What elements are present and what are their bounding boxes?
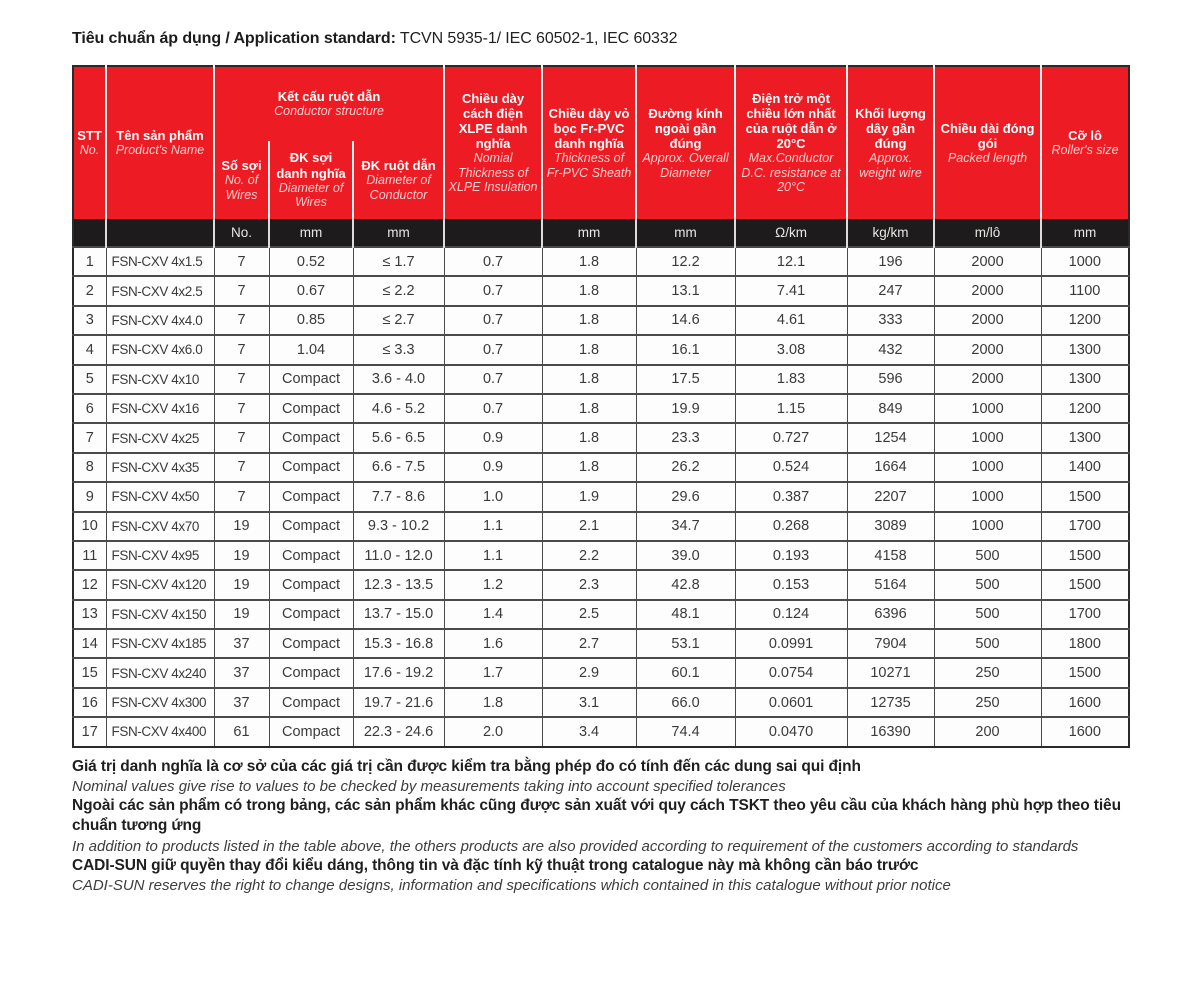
table-cell: 2.1 [542, 512, 636, 541]
table-cell: 53.1 [636, 629, 735, 658]
unit-cell: No. [214, 219, 269, 247]
table-cell: 1500 [1041, 482, 1129, 511]
table-cell: Compact [269, 688, 353, 717]
product-name-cell: FSN-CXV 4x35 [106, 453, 214, 482]
table-row [73, 600, 1129, 629]
table-cell: 7.7 - 8.6 [353, 482, 444, 511]
col-header-overall-diameter [636, 66, 735, 219]
label-vi: STT [77, 128, 102, 144]
table-cell: 1254 [847, 423, 934, 452]
table-cell: 2.3 [542, 570, 636, 599]
table-row [73, 570, 1129, 599]
product-name-cell: FSN-CXV 4x240 [106, 658, 214, 687]
table-cell: 1.8 [542, 394, 636, 423]
unit-cell [106, 219, 214, 247]
note-line: CADI-SUN reserves the right to change designs, information and specifications which contained in this catalogue without prior notice [72, 877, 951, 895]
product-name-cell: FSN-CXV 4x25 [106, 423, 214, 452]
label-vi: Số sợi [221, 157, 262, 173]
table-cell: 4.6 - 5.2 [353, 394, 444, 423]
label-vi: Điện trở một chiều lớn nhất của ruột dẫn ở 20°C [745, 91, 837, 152]
product-name-cell: FSN-CXV 4x400 [106, 717, 214, 746]
table-cell: 61 [214, 717, 269, 746]
table-cell: 2000 [934, 335, 1041, 364]
table-cell: 1.4 [444, 600, 542, 629]
table-cell: 0.9 [444, 423, 542, 452]
table-cell: 1.1 [444, 541, 542, 570]
table-cell: 1600 [1041, 717, 1129, 746]
table-cell: Compact [269, 570, 353, 599]
table-body [73, 247, 1129, 747]
table-cell: 10 [73, 512, 106, 541]
table-cell: 1000 [934, 512, 1041, 541]
label-vi: Chiều dày vỏ bọc Fr-PVC danh nghĩa [548, 105, 630, 152]
table-row [73, 658, 1129, 687]
table-cell: 12735 [847, 688, 934, 717]
table-cell: 2.0 [444, 717, 542, 746]
table-cell: 250 [934, 658, 1041, 687]
table-cell: 0.7 [444, 365, 542, 394]
table-cell: Compact [269, 717, 353, 746]
table-cell: 14.6 [636, 306, 735, 335]
table-row [73, 688, 1129, 717]
table-cell: 500 [934, 541, 1041, 570]
table-cell: 1.1 [444, 512, 542, 541]
table-cell: 2.2 [542, 541, 636, 570]
table-cell: 12.3 - 13.5 [353, 570, 444, 599]
table-cell: 3 [73, 306, 106, 335]
label-en: Thickness of Fr-PVC Sheath [546, 151, 632, 180]
table-cell: 11.0 - 12.0 [353, 541, 444, 570]
unit-cell: mm [353, 219, 444, 247]
table-cell: 0.727 [735, 423, 847, 452]
table-cell: 29.6 [636, 482, 735, 511]
label-en: Diameter of Wires [278, 180, 344, 210]
col-header-pvc-sheath [542, 66, 636, 219]
label-vi: ĐK ruột dẫn [361, 157, 436, 173]
col-header-dc-resistance [735, 66, 847, 219]
product-name-cell: FSN-CXV 4x50 [106, 482, 214, 511]
table-cell: 849 [847, 394, 934, 423]
table-cell: 19 [214, 570, 269, 599]
table-cell: 34.7 [636, 512, 735, 541]
table-row [73, 335, 1129, 364]
table-cell: 0.524 [735, 453, 847, 482]
unit-cell: kg/km [847, 219, 934, 247]
note-line: Nominal values give rise to values to be checked by measurements taking into account specified tolerances [72, 777, 786, 795]
table-cell: 7 [214, 365, 269, 394]
table-header [73, 66, 1129, 247]
table-cell: 48.1 [636, 600, 735, 629]
spec-table [72, 65, 1130, 748]
table-row [73, 717, 1129, 746]
table-cell: 7 [214, 482, 269, 511]
unit-cell: mm [636, 219, 735, 247]
table-cell: ≤ 3.3 [353, 335, 444, 364]
table-cell: Compact [269, 394, 353, 423]
table-cell: 9 [73, 482, 106, 511]
application-standard-value: TCVN 5935-1/ IEC 60502-1, IEC 60332 [399, 30, 678, 47]
table-cell: 3089 [847, 512, 934, 541]
table-cell: 22.3 - 24.6 [353, 717, 444, 746]
table-cell: 10271 [847, 658, 934, 687]
product-name-cell: FSN-CXV 4x6.0 [106, 335, 214, 364]
label-vi: Chiều dài đóng gói [940, 120, 1035, 151]
table-cell: Compact [269, 541, 353, 570]
table-cell: 1300 [1041, 365, 1129, 394]
label-en: Product's Name [115, 143, 205, 158]
table-cell: 250 [934, 688, 1041, 717]
table-cell: 3.4 [542, 717, 636, 746]
table-cell: 1400 [1041, 453, 1129, 482]
table-cell: 0.52 [269, 247, 353, 276]
table-cell: 19.7 - 21.6 [353, 688, 444, 717]
table-cell: 26.2 [636, 453, 735, 482]
table-cell: 13.7 - 15.0 [353, 600, 444, 629]
label-vi: Đường kính ngoài gần đúng [648, 105, 723, 152]
footer-notes [72, 757, 1134, 896]
table-cell: 7 [214, 453, 269, 482]
col-header-packed-length [934, 66, 1041, 219]
table-row [73, 276, 1129, 305]
table-cell: Compact [269, 629, 353, 658]
table-row [73, 453, 1129, 482]
unit-cell: mm [542, 219, 636, 247]
table-cell: 11 [73, 541, 106, 570]
table-row [73, 394, 1129, 423]
col-group-conductor-structure [214, 66, 444, 141]
page-title [72, 30, 1128, 48]
table-cell: 2000 [934, 276, 1041, 305]
table-cell: 1.0 [444, 482, 542, 511]
table-cell: 19 [214, 512, 269, 541]
table-row [73, 247, 1129, 276]
label-vi: Chiều dày cách điện XLPE danh nghĩa [458, 91, 528, 152]
col-header-conductor-diameter [353, 141, 444, 219]
table-cell: 1200 [1041, 394, 1129, 423]
table-cell: 0.268 [735, 512, 847, 541]
table-cell: 2.7 [542, 629, 636, 658]
table-cell: 17.5 [636, 365, 735, 394]
label-en: Max.Conductor D.C. resistance at 20°C [741, 151, 841, 195]
table-cell: 200 [934, 717, 1041, 746]
table-cell: 1000 [934, 423, 1041, 452]
table-cell: 196 [847, 247, 934, 276]
label-en: Nomial Thickness of XLPE Insulation [448, 151, 538, 195]
table-cell: 19 [214, 541, 269, 570]
table-cell: 4 [73, 335, 106, 364]
table-cell: 432 [847, 335, 934, 364]
unit-cell [444, 219, 542, 247]
label-vi: Cỡ lô [1068, 128, 1102, 144]
table-cell: 0.67 [269, 276, 353, 305]
table-cell: 7 [214, 276, 269, 305]
table-cell: 7 [214, 423, 269, 452]
table-cell: 0.153 [735, 570, 847, 599]
table-cell: 12 [73, 570, 106, 599]
table-cell: 0.0991 [735, 629, 847, 658]
table-cell: 1.8 [444, 688, 542, 717]
table-row [73, 541, 1129, 570]
table-cell: 12.1 [735, 247, 847, 276]
table-cell: 7904 [847, 629, 934, 658]
table-cell: ≤ 1.7 [353, 247, 444, 276]
table-cell: 1000 [1041, 247, 1129, 276]
table-cell: 6 [73, 394, 106, 423]
col-header-number-of-wires [214, 141, 269, 219]
table-cell: Compact [269, 512, 353, 541]
unit-cell: m/lô [934, 219, 1041, 247]
table-cell: 1.7 [444, 658, 542, 687]
product-name-cell: FSN-CXV 4x2.5 [106, 276, 214, 305]
label-en: Conductor structure [274, 104, 384, 119]
table-cell: 9.3 - 10.2 [353, 512, 444, 541]
table-cell: 39.0 [636, 541, 735, 570]
table-cell: 5.6 - 6.5 [353, 423, 444, 452]
product-name-cell: FSN-CXV 4x150 [106, 600, 214, 629]
col-header-approx-weight [847, 66, 934, 219]
table-cell: 0.9 [444, 453, 542, 482]
table-cell: 37 [214, 658, 269, 687]
table-cell: 2.5 [542, 600, 636, 629]
table-cell: 5164 [847, 570, 934, 599]
table-cell: 6396 [847, 600, 934, 629]
table-cell: 6.6 - 7.5 [353, 453, 444, 482]
table-row [73, 365, 1129, 394]
table-cell: 1.8 [542, 335, 636, 364]
label-vi: ĐK sợi danh nghĩa [276, 150, 346, 181]
table-cell: 1000 [934, 394, 1041, 423]
table-cell: 0.124 [735, 600, 847, 629]
product-name-cell: FSN-CXV 4x185 [106, 629, 214, 658]
label-en: Diameter of Conductor [366, 173, 431, 202]
table-cell: 4158 [847, 541, 934, 570]
table-cell: 1.8 [542, 453, 636, 482]
col-header-stt [73, 66, 106, 219]
table-cell: Compact [269, 482, 353, 511]
table-cell: Compact [269, 600, 353, 629]
table-cell: ≤ 2.7 [353, 306, 444, 335]
table-cell: 13.1 [636, 276, 735, 305]
table-cell: 0.7 [444, 247, 542, 276]
unit-cell: Ω/km [735, 219, 847, 247]
table-cell: 3.1 [542, 688, 636, 717]
note-line: Giá trị danh nghĩa là cơ sở của các giá trị cần được kiểm tra bằng phép đo có tính đến các dung sai qui định [72, 757, 861, 775]
table-cell: 1.15 [735, 394, 847, 423]
label-en: Packed length [947, 150, 1028, 165]
table-cell: 1800 [1041, 629, 1129, 658]
table-cell: 3.08 [735, 335, 847, 364]
col-header-product-name [106, 66, 214, 219]
product-name-cell: FSN-CXV 4x1.5 [106, 247, 214, 276]
table-row [73, 629, 1129, 658]
table-cell: 2000 [934, 365, 1041, 394]
product-name-cell: FSN-CXV 4x95 [106, 541, 214, 570]
table-cell: 1100 [1041, 276, 1129, 305]
table-cell: 15.3 - 16.8 [353, 629, 444, 658]
unit-cell: mm [1041, 219, 1129, 247]
table-cell: 2000 [934, 306, 1041, 335]
table-cell: 2 [73, 276, 106, 305]
table-cell: 1664 [847, 453, 934, 482]
table-cell: Compact [269, 423, 353, 452]
table-cell: 1.2 [444, 570, 542, 599]
col-header-xlpe-thickness [444, 66, 542, 219]
table-cell: 0.7 [444, 335, 542, 364]
note-line: In addition to products listed in the table above, the others products are also provided according to requirement of the customers according to standards [72, 837, 1079, 855]
table-cell: 1200 [1041, 306, 1129, 335]
table-cell: Compact [269, 658, 353, 687]
label-vi: Khối lượng dây gần đúng [855, 105, 926, 152]
table-cell: 37 [214, 629, 269, 658]
table-cell: 1.8 [542, 423, 636, 452]
table-cell: 16.1 [636, 335, 735, 364]
table-row [73, 306, 1129, 335]
table-cell: 1.04 [269, 335, 353, 364]
table-cell: 1700 [1041, 600, 1129, 629]
table-cell: 2207 [847, 482, 934, 511]
table-cell: 16 [73, 688, 106, 717]
product-name-cell: FSN-CXV 4x10 [106, 365, 214, 394]
col-header-wire-diameter [269, 141, 353, 219]
table-cell: 1600 [1041, 688, 1129, 717]
application-standard-label: Tiêu chuẩn áp dụng / Application standard: [72, 30, 396, 47]
table-cell: 2.9 [542, 658, 636, 687]
table-row [73, 512, 1129, 541]
table-cell: 60.1 [636, 658, 735, 687]
table-cell: 1000 [934, 482, 1041, 511]
table-cell: 0.193 [735, 541, 847, 570]
table-cell: 7 [214, 306, 269, 335]
table-cell: 7 [214, 247, 269, 276]
table-cell: 5 [73, 365, 106, 394]
table-cell: 0.0601 [735, 688, 847, 717]
table-cell: 0.387 [735, 482, 847, 511]
table-cell: 7 [214, 394, 269, 423]
table-cell: 1700 [1041, 512, 1129, 541]
table-cell: 0.0470 [735, 717, 847, 746]
label-en: Approx. Overall Diameter [642, 151, 729, 180]
label-en: No. of Wires [224, 173, 259, 202]
table-cell: 1500 [1041, 541, 1129, 570]
label-en: Approx. weight wire [859, 151, 922, 180]
table-cell: 0.0754 [735, 658, 847, 687]
table-cell: 19.9 [636, 394, 735, 423]
table-cell: 1.8 [542, 365, 636, 394]
table-cell: 0.85 [269, 306, 353, 335]
table-cell: 66.0 [636, 688, 735, 717]
table-cell: Compact [269, 453, 353, 482]
table-cell: 333 [847, 306, 934, 335]
table-cell: 7 [214, 335, 269, 364]
table-cell: 23.3 [636, 423, 735, 452]
table-cell: Compact [269, 365, 353, 394]
table-row [73, 482, 1129, 511]
table-cell: 1300 [1041, 423, 1129, 452]
product-name-cell: FSN-CXV 4x16 [106, 394, 214, 423]
product-name-cell: FSN-CXV 4x70 [106, 512, 214, 541]
note-line: CADI-SUN giữ quyền thay đổi kiểu dáng, thông tin và đặc tính kỹ thuật trong catalogue này mà không cần báo trước [72, 857, 919, 875]
table-row [73, 423, 1129, 452]
table-cell: 500 [934, 600, 1041, 629]
table-cell: 17.6 - 19.2 [353, 658, 444, 687]
table-cell: 1.9 [542, 482, 636, 511]
table-cell: 7 [73, 423, 106, 452]
table-cell: 247 [847, 276, 934, 305]
table-cell: 19 [214, 600, 269, 629]
label-en: No. [79, 143, 100, 158]
units-row [73, 219, 1129, 247]
product-name-cell: FSN-CXV 4x4.0 [106, 306, 214, 335]
table-cell: 1.6 [444, 629, 542, 658]
table-cell: 4.61 [735, 306, 847, 335]
unit-cell: mm [269, 219, 353, 247]
table-cell: 7.41 [735, 276, 847, 305]
table-cell: 1500 [1041, 570, 1129, 599]
table-cell: 8 [73, 453, 106, 482]
table-cell: 12.2 [636, 247, 735, 276]
table-cell: 74.4 [636, 717, 735, 746]
table-cell: 1.8 [542, 276, 636, 305]
table-cell: 1500 [1041, 658, 1129, 687]
table-cell: 500 [934, 570, 1041, 599]
table-cell: 1 [73, 247, 106, 276]
table-cell: 1.8 [542, 306, 636, 335]
col-header-roller-size [1041, 66, 1129, 219]
table-cell: 15 [73, 658, 106, 687]
table-cell: 2000 [934, 247, 1041, 276]
table-cell: 1000 [934, 453, 1041, 482]
table-cell: 42.8 [636, 570, 735, 599]
table-cell: 1.83 [735, 365, 847, 394]
label-vi: Tên sản phẩm [116, 128, 204, 144]
table-cell: ≤ 2.2 [353, 276, 444, 305]
product-name-cell: FSN-CXV 4x120 [106, 570, 214, 599]
note-line: Ngoài các sản phẩm có trong bảng, các sản phẩm khác cũng được sản xuất với quy cách TSKT theo yêu cầu của khách hàng phù hợp theo tiêu chuẩn tương ứng [72, 797, 1121, 835]
unit-cell [73, 219, 106, 247]
table-cell: 14 [73, 629, 106, 658]
table-cell: 0.7 [444, 394, 542, 423]
table-cell: 596 [847, 365, 934, 394]
table-cell: 1.8 [542, 247, 636, 276]
table-cell: 13 [73, 600, 106, 629]
table-cell: 17 [73, 717, 106, 746]
table-cell: 0.7 [444, 306, 542, 335]
table-cell: 16390 [847, 717, 934, 746]
label-vi: Kết cấu ruột dẫn [277, 89, 381, 105]
table-cell: 1300 [1041, 335, 1129, 364]
table-cell: 3.6 - 4.0 [353, 365, 444, 394]
table-cell: 500 [934, 629, 1041, 658]
table-cell: 37 [214, 688, 269, 717]
product-name-cell: FSN-CXV 4x300 [106, 688, 214, 717]
label-en: Roller's size [1051, 143, 1119, 158]
table-cell: 0.7 [444, 276, 542, 305]
